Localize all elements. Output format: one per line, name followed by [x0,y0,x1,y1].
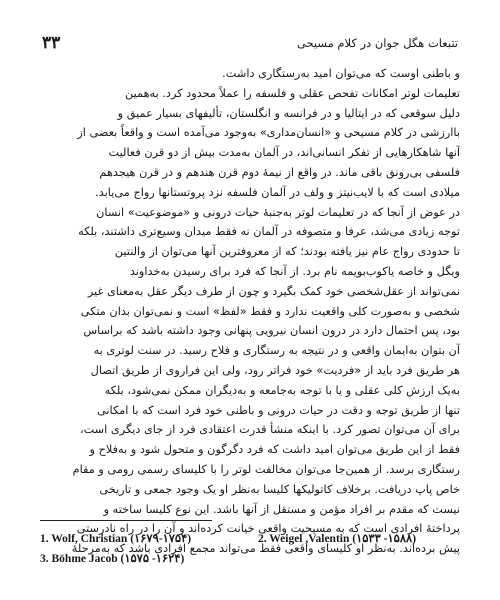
text-line: بود، پس احتمال دارد در درون انسان نیرویی پنهانی وجود داشته باشد که براساس [83,324,460,338]
footnote-divider [40,520,212,521]
footnote-3: 3. Böhme Jacob (۱۵۷۵ -۱۶۲۴) [40,553,185,565]
text-line: هر طریق فرد باید از «فردیت» خود فراتر رود، ولی این فراروی از طریق اتصال [90,363,460,377]
text-line: فقط از این طریق می‌توان امید داشت که فرد دگرگون و متحول شود و به‌فلاح و [89,443,460,457]
text-line: میلادی است که با لایب‌نیتز و ولف در آلمان فلسفه نزد پروتستانها رواج می‌یابد. [95,185,460,199]
text-line: دلیل سوقعی که در ایتالیا و در فرانسه و انگلستان، تألیفهای بسیار عمیق و [117,106,460,120]
text-line: تنها از طریق توجه و دقت در حیات درونی و باطنی خود فرد است که با امکانی [96,403,460,417]
text-line: تعلیمات لوتر امکانات تفحص عقلی و فلسفه را عملاً محدود کرد. به‌همین [125,86,460,100]
text-line: شخصی و به‌صورت کلی واقعیت ندارد و فقط «لفظ» است و نمی‌توان بدان متکی [80,304,460,318]
text-line: پیش برده‌اند. به‌نظر او کلیسای واقعی فقط می‌تواند مجمع افرادی باشد که به‌مرحلهٔ [71,542,460,556]
page-number: ۳۳ [42,33,61,53]
text-line: فلسفی بی‌رونق باقی ماند. در واقع از نیمهٔ دوم قرن هندهم و در قرن هیجدهم [99,165,460,179]
footnote-2: 2. Weigel ,Valentin (۱۵۳۳ -۱۵۸۸) [258,533,417,545]
text-line: رستگاری برسد. از همین‌جا می‌توان مخالفت لوتر را با کلیسای رسمی رومی و مقام [72,462,460,476]
text-line: آن بتوان به‌ایمان واقعی و در نتیجه به رستگاری و فلاح رسید. در سنت لوتری به [93,344,460,358]
footnote-row [40,528,460,548]
text-line: تا حدودی رواج عام نیز یافته بودند؛ که از معروفترین آنها می‌توان از والنتین [114,245,460,259]
text-line: نیست که مقدم بر افراد مؤمن و مستقل از آنها باشد. این نوع کلیسا ساخته و [103,502,460,516]
text-line: ویگل و خاصه یاکوب‌بویمه نام برد. از آنجا که فرد برای رسیدن به‌خداوند [129,264,460,278]
text-line: در عوض از آنجا که در تعلیمات لوتر به‌جنبهٔ حیات درونی و «موضوعیت» انسان [96,205,460,219]
text-line: آنها شاهکارهایی از تفکر انسانی‌اند، در آلمان به‌مدت بیش از دو قرن فعالیت [108,146,460,160]
text-line: پرداختهٔ افرادی است که به مسیحیت واقعی خیانت کرده‌اند و آن را در راه نادرستی [76,522,460,536]
text-line: به‌یک ارزش کلی عقلی و یا با توجه به‌جامعه و به‌دیگران ممکن نمی‌شود، بلکه [104,383,460,397]
text-line: برای آن می‌توان تصور کرد. با اینکه منشأ قدرت اعتقادی فرد از جای دیگری است، [79,423,460,437]
footnotes [40,528,460,568]
text-line: باارزشی در کلام مسیحی و «انسان‌مداری» به‌وجود می‌آمده است و واقعاً بعضی از [77,126,460,140]
footnote-row [40,548,460,568]
page-header [42,32,458,54]
footnote-1: 1. Wolf, Christian (۱۶۷۹-۱۷۵۴) [40,533,192,545]
running-head: تتبعات هگل جوان در کلام مسیحی [296,36,458,50]
text-line: و باطنی اوست که می‌توان امید به‌رستگاری داشت. [222,67,460,80]
text-line: توجه زیادی می‌شد، عرفا و متصوفه در آلمان نه فقط میدان وسیع‌تری داشتند، بلکه [78,225,460,239]
text-line: خاص پاپ دریافت. برخلاف کاتولیکها کلیسا به‌نظر او یک وجود جمعی و تاریخی [99,482,460,496]
text-line: نمی‌تواند از عقل‌شخصی خود کمک بگیرد و چون از طرف دیگر عقل به‌معنای غیر [87,284,460,298]
